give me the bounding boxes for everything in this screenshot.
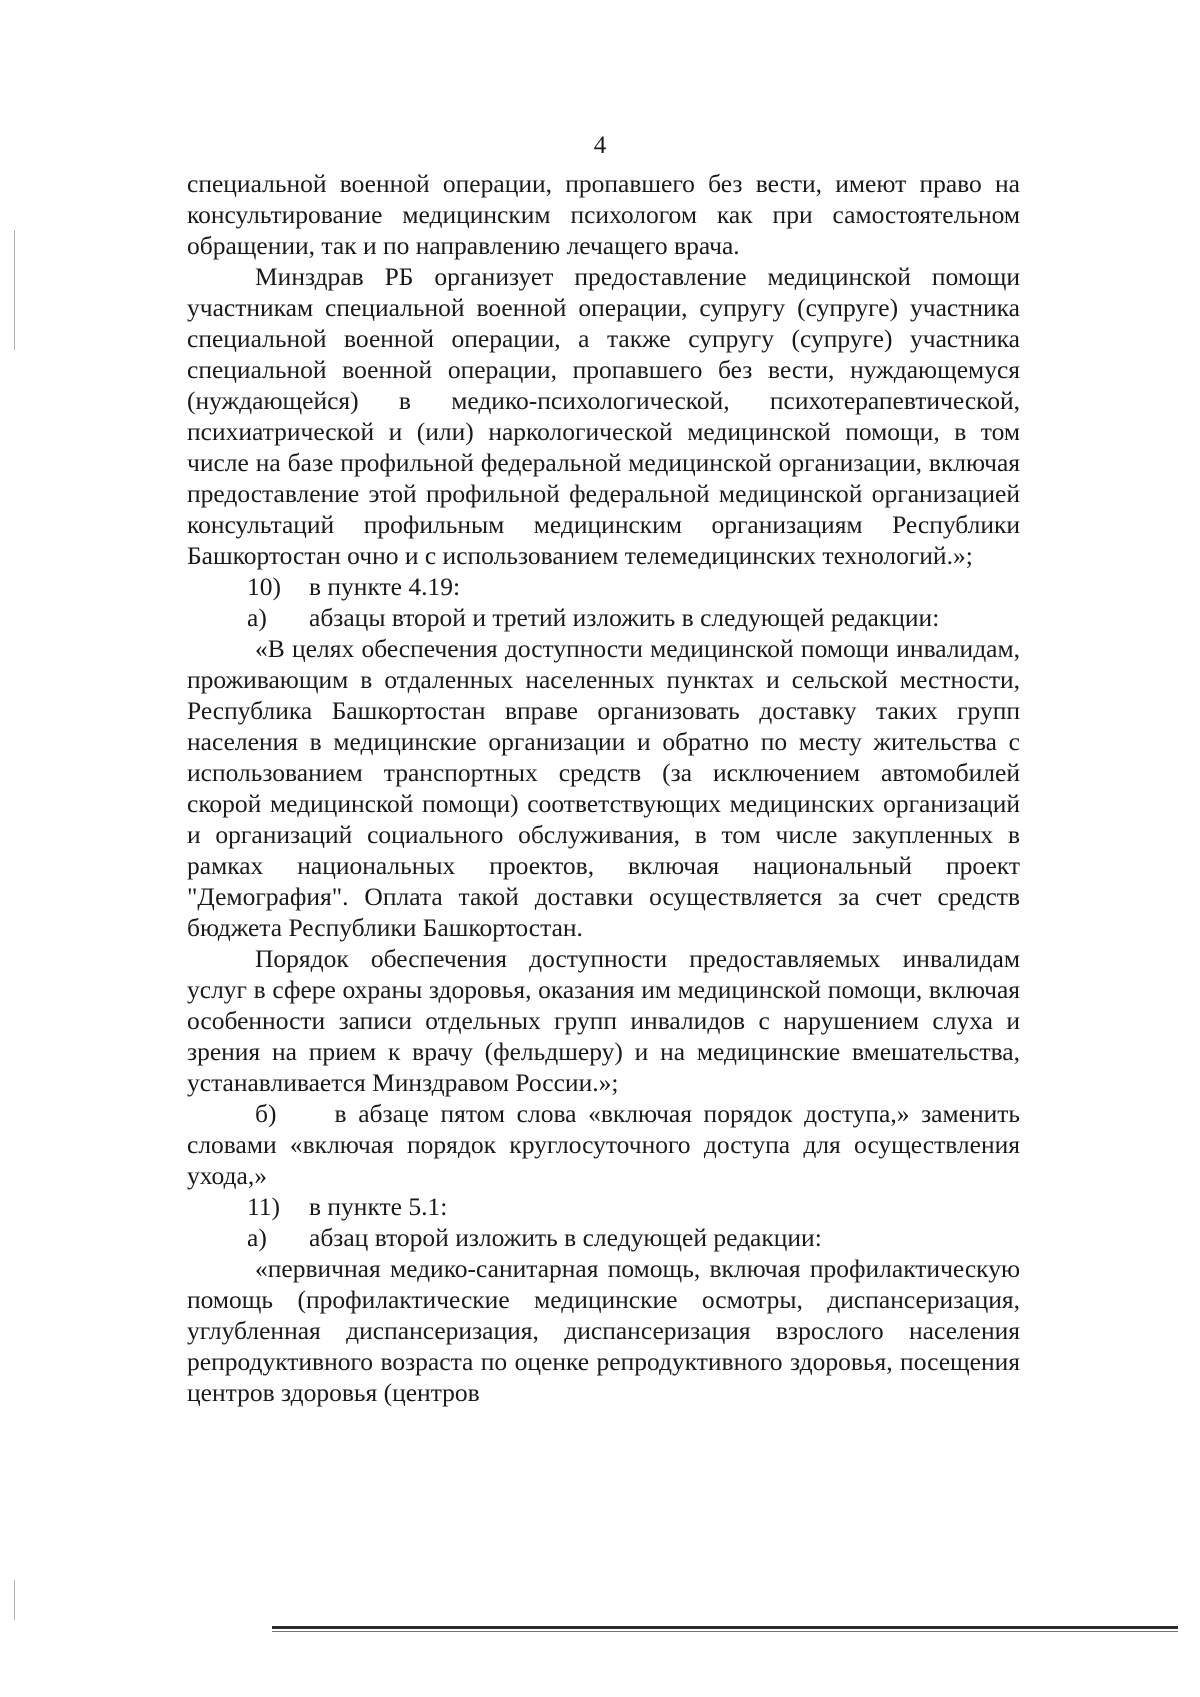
list-item-11 [187, 1191, 1020, 1222]
list-item-text: в пункте 5.1: [309, 1192, 448, 1221]
list-item-number: 11) [247, 1192, 281, 1221]
list-item-10b [187, 1098, 1020, 1191]
list-item-letter: а) [247, 1223, 267, 1252]
document-body [187, 168, 1020, 1408]
list-item-text: в пункте 4.19: [309, 572, 461, 601]
footer-rule [272, 1626, 1178, 1629]
page-number: 4 [593, 132, 607, 159]
paragraph-continuation: специальной военной операции, пропавшего без вести, имеют право на консультирование медицинским психологом как при самостоятельном обращении, так и по направлению лечащего врача. [187, 169, 1020, 260]
list-item-number: 10) [247, 572, 281, 601]
list-item-11a [187, 1222, 1020, 1253]
paragraph-accessibility-order: Порядок обеспечения доступности предоставляемых инвалидам услуг в сфере охраны здоровья, оказания им медицинской помощи, включая особенности записи отдельных групп инвалидов с нарушением слуха и зрения на прием к врачу (фельдшеру) и на медицинские вмешательства, устанавливается Минздравом России.»; [187, 944, 1020, 1097]
list-item-text: в абзаце пятом слова «включая порядок доступа,» заменить словами «включая порядок круглосуточного доступа для осуществления ухода,» [187, 1099, 1021, 1190]
paragraph-quote-disabled-delivery: «В целях обеспечения доступности медицинской помощи инвалидам, проживающим в отдаленных населенных пунктах и сельской местности, Республика Башкортостан вправе организовать доставку таких групп населения в медицинские организации и обратно по месту жительства с использованием транспортных средств (за исключением автомобилей скорой медицинской помощи) соответствующих медицинских организаций и организаций социального обслуживания, в том числе закупленных в рамках национальных проектов, включая национальный проект "Демография". Оплата такой доставки осуществляется за счет средств бюджета Республики Башкортостан. [187, 634, 1020, 942]
footer-rule-thin [272, 1631, 1178, 1632]
list-item-letter: б) [255, 1099, 277, 1128]
list-item-text: абзац второй изложить в следующей редакции: [309, 1223, 822, 1252]
list-item-10a [187, 602, 1020, 633]
list-item-letter: а) [247, 603, 267, 632]
list-item-text: абзацы второй и третий изложить в следующей редакции: [309, 603, 940, 632]
scan-margin-mark [14, 230, 15, 350]
paragraph-quote-primary-care: «первичная медико-санитарная помощь, включая профилактическую помощь (профилактические медицинские осмотры, диспансеризация, углубленная диспансеризация, диспансеризация взрослого населения репродуктивного возраста по оценке репродуктивного здоровья, посещения центров здоровья (центров [187, 1254, 1020, 1407]
paragraph-minzdrav: Минздрав РБ организует предоставление медицинской помощи участникам специальной военной операции, супругу (супруге) участника специальной военной операции, а также супругу (супруге) участника специальной военной операции, пропавшего без вести, нуждающемуся (нуждающейся) в медико-психологической, психотерапевтической, психиатрической и (или) наркологической медицинской помощи, в том числе на базе профильной федеральной медицинской организации, включая предоставление этой профильной федеральной медицинской организацией консультаций профильным медицинским организациям Республики Башкортостан очно и с использованием телемедицинских технологий.»; [187, 262, 1020, 570]
scan-margin-mark [14, 1580, 15, 1620]
list-item-10 [187, 571, 1020, 602]
